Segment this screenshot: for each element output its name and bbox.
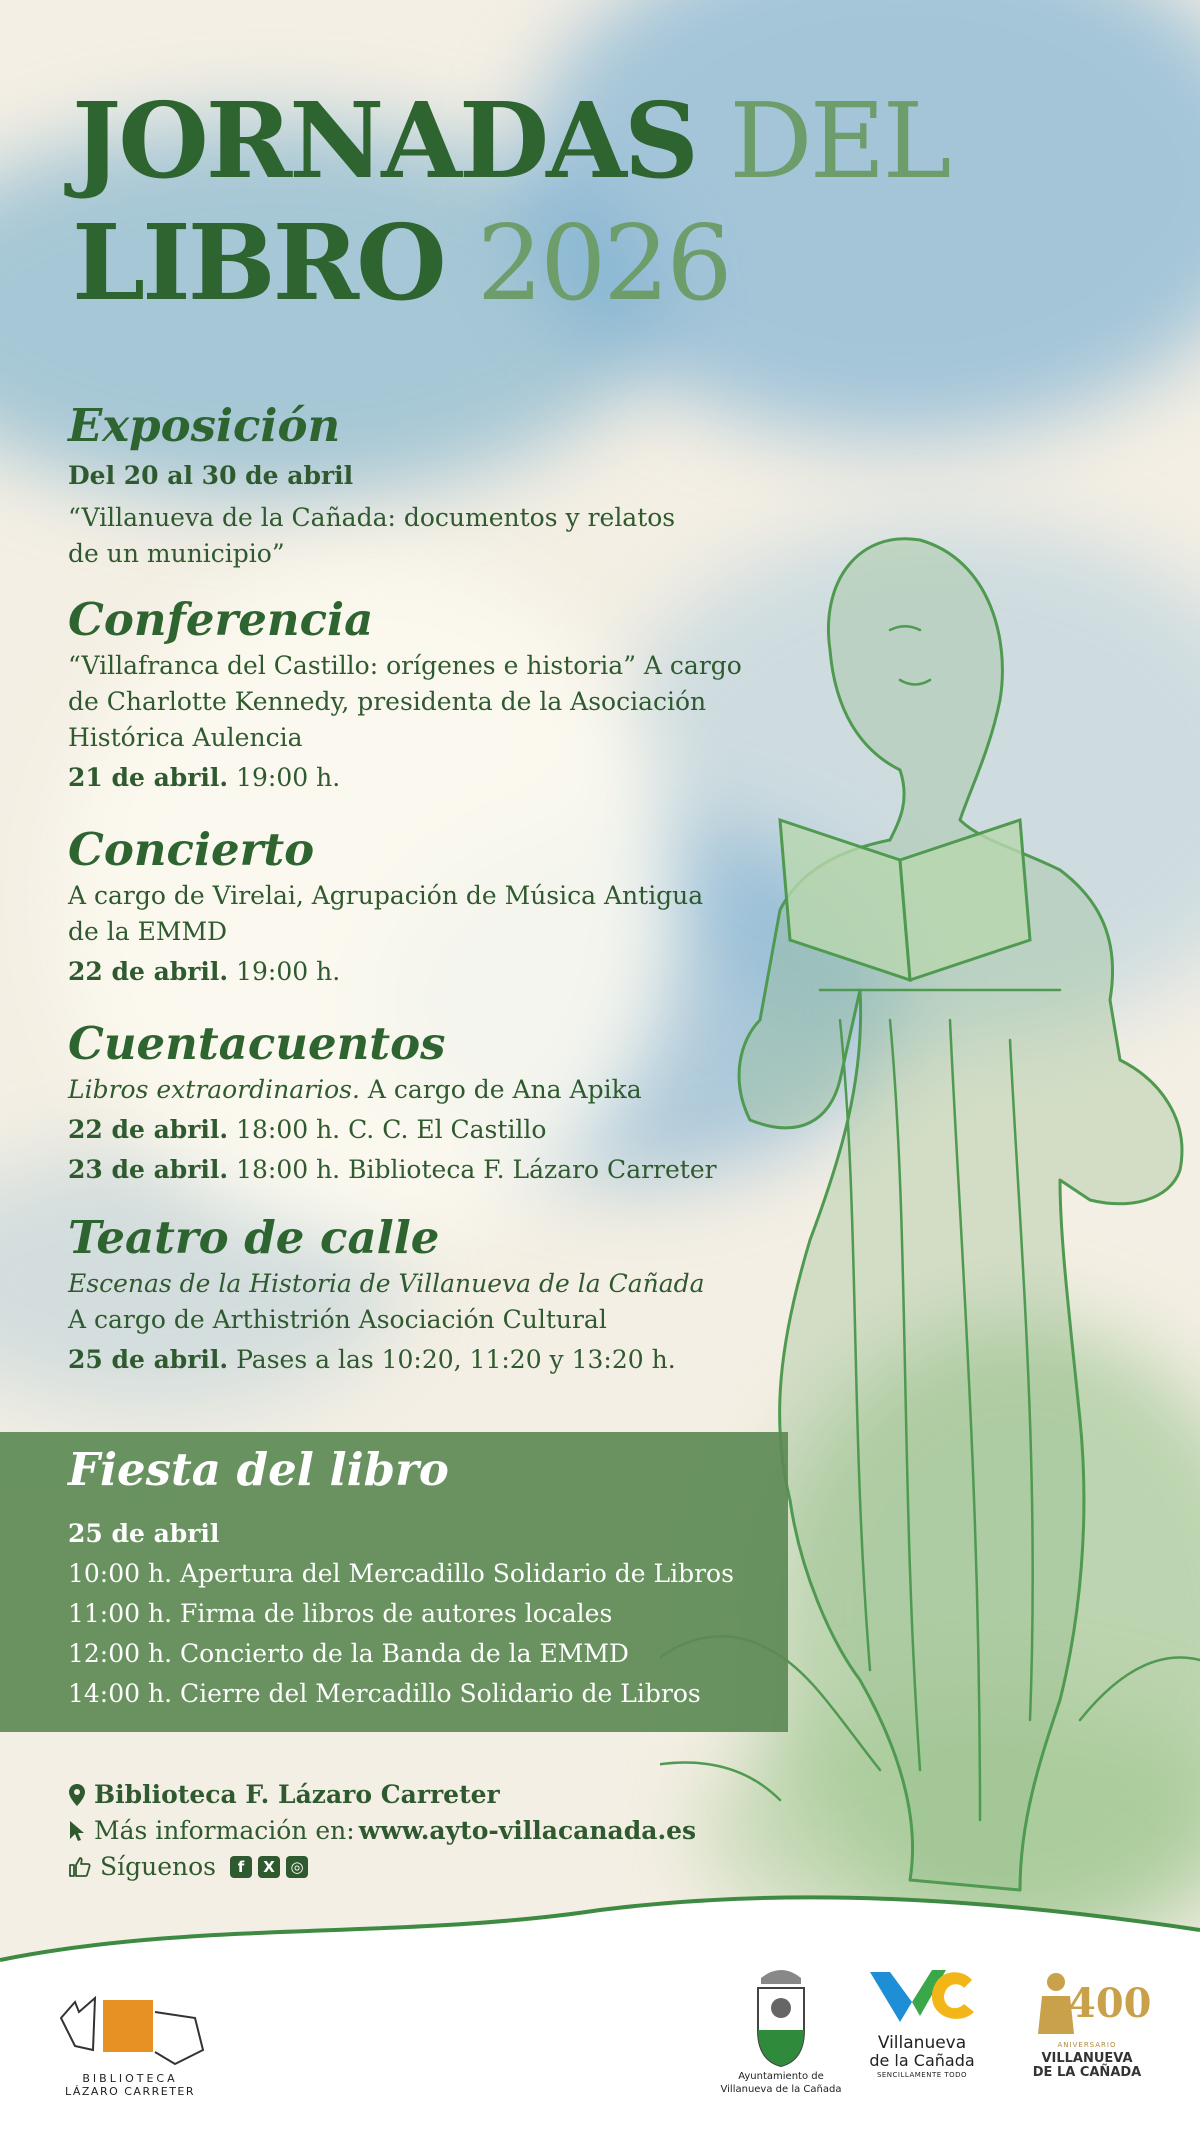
aniversario-logo (1022, 1968, 1152, 2098)
facebook-icon[interactable]: f (230, 1856, 252, 1878)
event-title: Escenas de la Historia de Villanueva de la Cañada (68, 1269, 705, 1298)
logo-text-line: DE LA CAÑADA (1032, 2065, 1142, 2080)
vc-logo-mark (862, 1962, 982, 2032)
more-info-label: Más información en: (94, 1816, 355, 1845)
event-time: 18:00 h. C. C. El Castillo (228, 1115, 547, 1144)
section-heading: Exposición (68, 399, 341, 452)
cursor-icon (68, 1819, 86, 1843)
event-date: 21 de abril. (68, 763, 229, 792)
fiesta-band (0, 1432, 788, 1732)
logo-text-line: LÁZARO CARRETER (64, 2085, 196, 2098)
fiesta-item: 14:00 h. Cierre del Mercadillo Solidario de Libros (68, 1679, 701, 1708)
logo-text-line: de la Cañada (869, 2051, 975, 2070)
title-word: JORNADAS (72, 79, 696, 202)
event-time: 18:00 h. Biblioteca F. Lázaro Carreter (228, 1155, 717, 1184)
event-datetime (68, 1112, 788, 1148)
biblioteca-logo-text (55, 2072, 205, 2098)
section-conferencia (68, 592, 788, 796)
event-text: “Villafranca del Castillo: orígenes e historia” A cargo (68, 651, 742, 680)
title-word: DEL (729, 80, 949, 202)
event-date: Del 20 al 30 de abril (68, 461, 354, 490)
event-text: A cargo de Virelai, Agrupación de Música Antigua (68, 881, 704, 910)
logo-text-line: Villanueva de la Cañada (720, 2084, 842, 2095)
section-heading: Fiesta del libro (68, 1443, 449, 1496)
logo-text-line: VILLANUEVA (1041, 2051, 1133, 2066)
section-heading: Cuentacuentos (68, 1017, 446, 1070)
event-text: de un municipio” (68, 539, 285, 568)
section-cuentacuentos (68, 1016, 788, 1188)
fiesta-date: 25 de abril (68, 1519, 220, 1548)
info-block (68, 1777, 696, 1885)
ayuntamiento-logo-text (716, 2070, 846, 2096)
program-content (68, 398, 788, 1378)
event-text: de la EMMD (68, 917, 228, 946)
poster-title (72, 80, 949, 324)
x-icon[interactable]: X (258, 1856, 280, 1878)
coat-of-arms-icon (716, 1960, 846, 2070)
biblioteca-logo (55, 1990, 205, 2100)
event-date: 22 de abril. (68, 957, 229, 986)
ayuntamiento-logo (716, 1960, 846, 2110)
logo-text-line: ANIVERSARIO (1057, 2041, 1117, 2049)
event-datetime (68, 760, 788, 796)
logo-text-line: SENCILLAMENTE TODO (876, 2071, 968, 2079)
logo-text-line: Villanueva (877, 2033, 967, 2053)
section-heading: Conferencia (68, 593, 374, 646)
event-datetime (68, 1342, 788, 1378)
fiesta-item: 12:00 h. Concierto de la Banda de la EMMD (68, 1639, 629, 1668)
follow-label: Síguenos (100, 1852, 217, 1881)
section-teatro (68, 1210, 788, 1378)
location-line (68, 1777, 696, 1813)
event-time: 19:00 h. (236, 763, 341, 792)
section-heading: Teatro de calle (68, 1211, 440, 1264)
location-text: Biblioteca F. Lázaro Carreter (94, 1780, 500, 1809)
event-text: de Charlotte Kennedy, presidenta de la Asociación (68, 687, 707, 716)
section-exposicion (68, 398, 788, 572)
logo-text-line: BIBLIOTECA (82, 2072, 178, 2085)
fiesta-item: 11:00 h. Firma de libros de autores locales (68, 1599, 613, 1628)
aniversario-text (1022, 2038, 1152, 2080)
event-title: Libros extraordinarios. (68, 1075, 360, 1104)
fiesta-schedule (68, 1514, 734, 1714)
event-text: A cargo de Ana Apika (359, 1075, 642, 1104)
fiesta-item: 10:00 h. Apertura del Mercadillo Solidario de Libros (68, 1559, 734, 1588)
event-text: Histórica Aulencia (68, 723, 303, 752)
vc-logo-text (862, 2034, 982, 2080)
event-date: 23 de abril. (68, 1155, 229, 1184)
title-word: LIBRO (72, 201, 444, 324)
event-text: “Villanueva de la Cañada: documentos y relatos (68, 503, 676, 532)
instagram-icon[interactable]: ◎ (286, 1856, 308, 1878)
section-heading: Concierto (68, 823, 315, 876)
event-datetime (68, 954, 788, 990)
social-icons (230, 1856, 308, 1878)
event-date: 22 de abril. (68, 1115, 229, 1144)
event-text (68, 1072, 788, 1108)
section-concierto (68, 822, 788, 990)
map-pin-icon (68, 1783, 86, 1807)
aniversario-number: 400 (1068, 1980, 1152, 2027)
logo-text-line: Ayuntamiento de (738, 2071, 824, 2082)
title-year: 2026 (476, 202, 730, 324)
thumbs-up-icon (68, 1855, 92, 1879)
event-time: 19:00 h. (236, 957, 341, 986)
event-datetime (68, 1152, 788, 1188)
event-text: A cargo de Arthistrión Asociación Cultural (68, 1305, 607, 1334)
website-link[interactable]: www.ayto-villacanada.es (358, 1816, 697, 1845)
villanueva-vc-logo (862, 1962, 982, 2112)
event-date: 25 de abril. (68, 1345, 229, 1374)
event-time: Pases a las 10:20, 11:20 y 13:20 h. (228, 1345, 676, 1374)
more-info-line (68, 1813, 696, 1849)
biblioteca-logo-mark (55, 1990, 205, 2070)
